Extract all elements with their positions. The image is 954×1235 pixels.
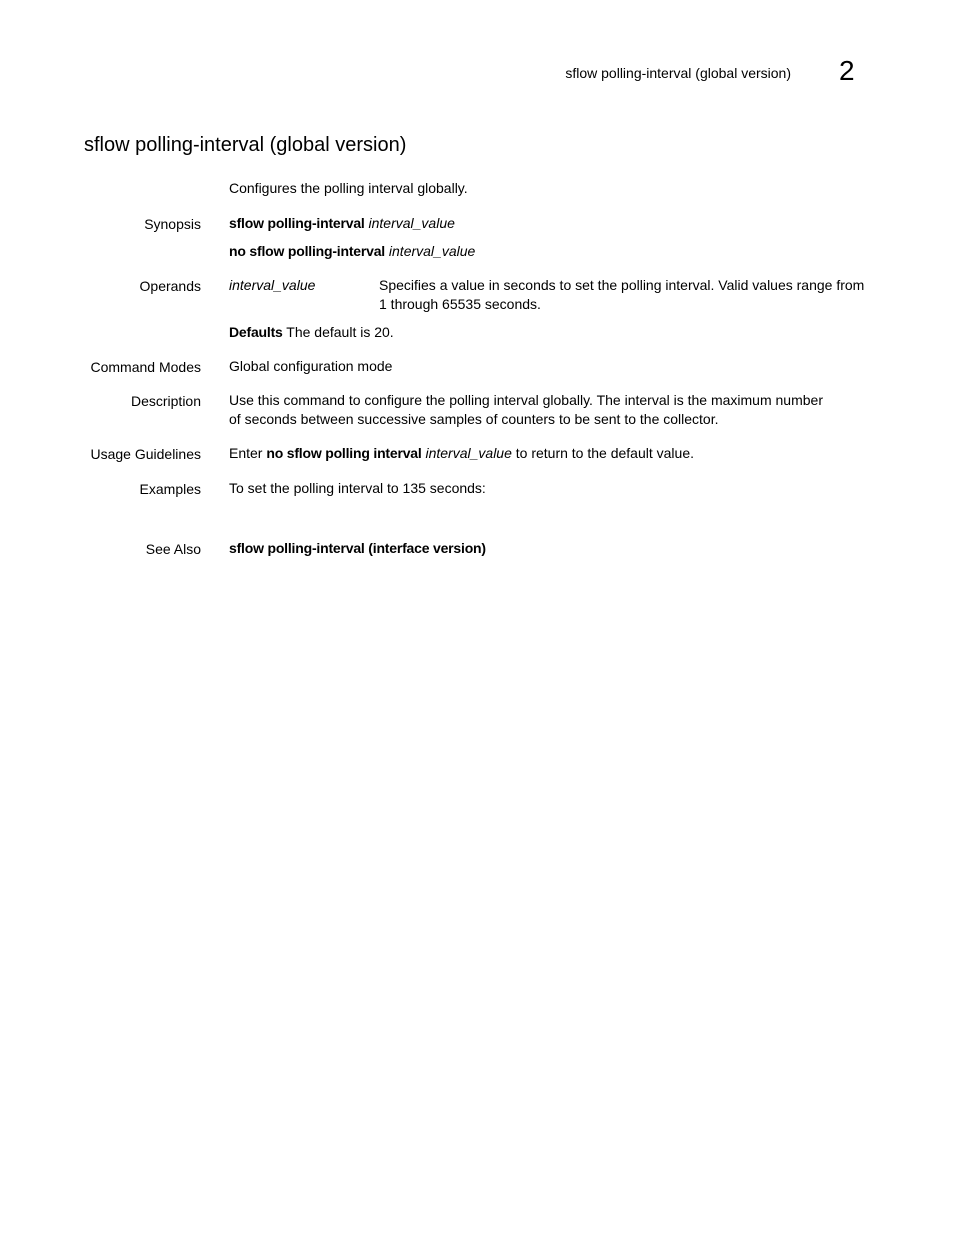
- operand-description: Specifies a value in seconds to set the polling interval. Valid values range from 1 through 65535 seconds.: [379, 277, 865, 312]
- defaults-line: [229, 323, 394, 342]
- chapter-number: 2: [839, 55, 855, 86]
- examples-text: To set the polling interval to 135 seconds:: [229, 480, 486, 496]
- usage-post: to return to the default value.: [515, 445, 694, 461]
- page-title: sflow polling-interval (global version): [84, 134, 407, 156]
- see-also-label: See Also: [145, 541, 201, 557]
- synopsis-line-2: [229, 242, 475, 261]
- synopsis-line-1: [229, 214, 455, 233]
- synopsis-no-command: no sflow polling-interval: [229, 243, 386, 259]
- usage-argument: interval_value: [425, 445, 512, 461]
- command-modes-text: Global configuration mode: [229, 358, 393, 374]
- synopsis-no-argument: interval_value: [388, 243, 476, 259]
- usage-guidelines-label: Usage Guidelines: [90, 446, 201, 462]
- operands-label: Operands: [139, 278, 201, 294]
- synopsis-command: sflow polling-interval: [229, 215, 365, 231]
- defaults-label: Defaults: [229, 324, 283, 340]
- description-line-1: Use this command to configure the polling interval globally. The interval is the maximum number: [229, 392, 823, 408]
- operand-name: interval_value: [229, 277, 316, 293]
- description-label: Description: [130, 393, 201, 409]
- synopsis-argument: interval_value: [368, 215, 455, 231]
- see-also-link[interactable]: sflow polling-interval (interface version): [229, 540, 486, 556]
- usage-command: no sflow polling interval: [266, 445, 422, 461]
- synopsis-label: Synopsis: [144, 216, 201, 232]
- command-modes-label: Command Modes: [90, 359, 201, 375]
- defaults-text: The default is 20.: [286, 324, 394, 340]
- running-header-title: sflow polling-interval (global version): [565, 65, 791, 81]
- description-line-2: of seconds between successive samples of counters to be sent to the collector.: [229, 411, 719, 427]
- usage-pre: Enter: [229, 445, 263, 461]
- intro-text: Configures the polling interval globally.: [229, 180, 468, 196]
- examples-label: Examples: [139, 481, 201, 497]
- usage-guidelines-text: [229, 444, 694, 463]
